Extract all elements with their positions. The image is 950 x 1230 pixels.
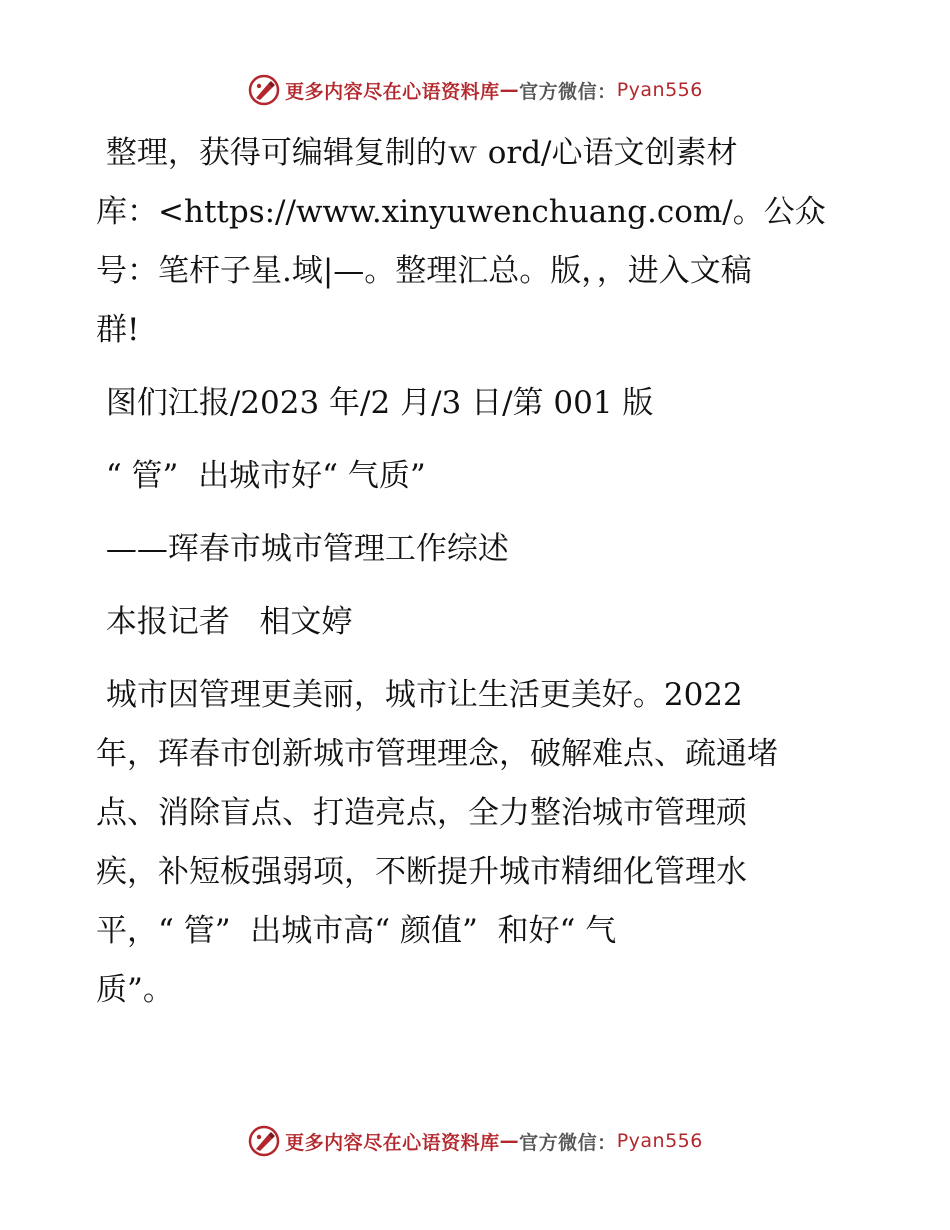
banner-wechat-label: 官方微信： (519, 1131, 617, 1154)
intro-line: 库：<https://www.xinyuwenchuang.com/。公众 (96, 194, 826, 230)
article-subtitle: ——珲春市城市管理工作综述 (96, 531, 509, 567)
banner-wechat-label: 官方微信： (519, 80, 617, 103)
intro-line: 群! (96, 312, 140, 348)
body-line: 点、消除盲点、打造亮点，全力整治城市管理顽 (96, 795, 747, 831)
intro-line: 号：笔杆子星.域|—。整理汇总。版，，进入文稿 (96, 253, 752, 289)
header-banner (0, 70, 950, 110)
banner-main-text: 更多内容尽在心语资料库 (285, 80, 500, 103)
banner-main-text: 更多内容尽在心语资料库 (285, 1131, 500, 1154)
banner-wechat-id: Pyan556 (616, 79, 703, 101)
body-line: 质”。 (96, 972, 174, 1008)
document-body (96, 124, 856, 1020)
byline: 本报记者 相文婷 (96, 604, 353, 640)
article-title: “ 管” 出城市好“ 气质” (96, 458, 426, 494)
pen-logo-icon (247, 73, 281, 107)
body-line: 疾，补短板强弱项，不断提升城市精细化管理水 (96, 854, 747, 890)
dateline: 图们江报/2023 年/2 月/3 日/第 001 版 (96, 385, 654, 421)
body-line: 城市因管理更美丽，城市让生活更美好。2022 (96, 677, 743, 713)
footer-banner (0, 1121, 950, 1161)
intro-line: 整理，获得可编辑复制的ｗ ord/心语文创素材 (96, 135, 738, 171)
banner-wechat-id: Pyan556 (616, 1130, 703, 1152)
pen-logo-icon (247, 1124, 281, 1158)
intro-paragraph (96, 124, 856, 360)
body-line: 平，“ 管” 出城市高“ 颜值” 和好“ 气 (96, 913, 617, 949)
body-line: 年，珲春市创新城市管理理念，破解难点、疏通堵 (96, 736, 778, 772)
banner-separator: — (499, 79, 520, 101)
body-paragraph (96, 666, 856, 1020)
banner-separator: — (499, 1130, 520, 1152)
